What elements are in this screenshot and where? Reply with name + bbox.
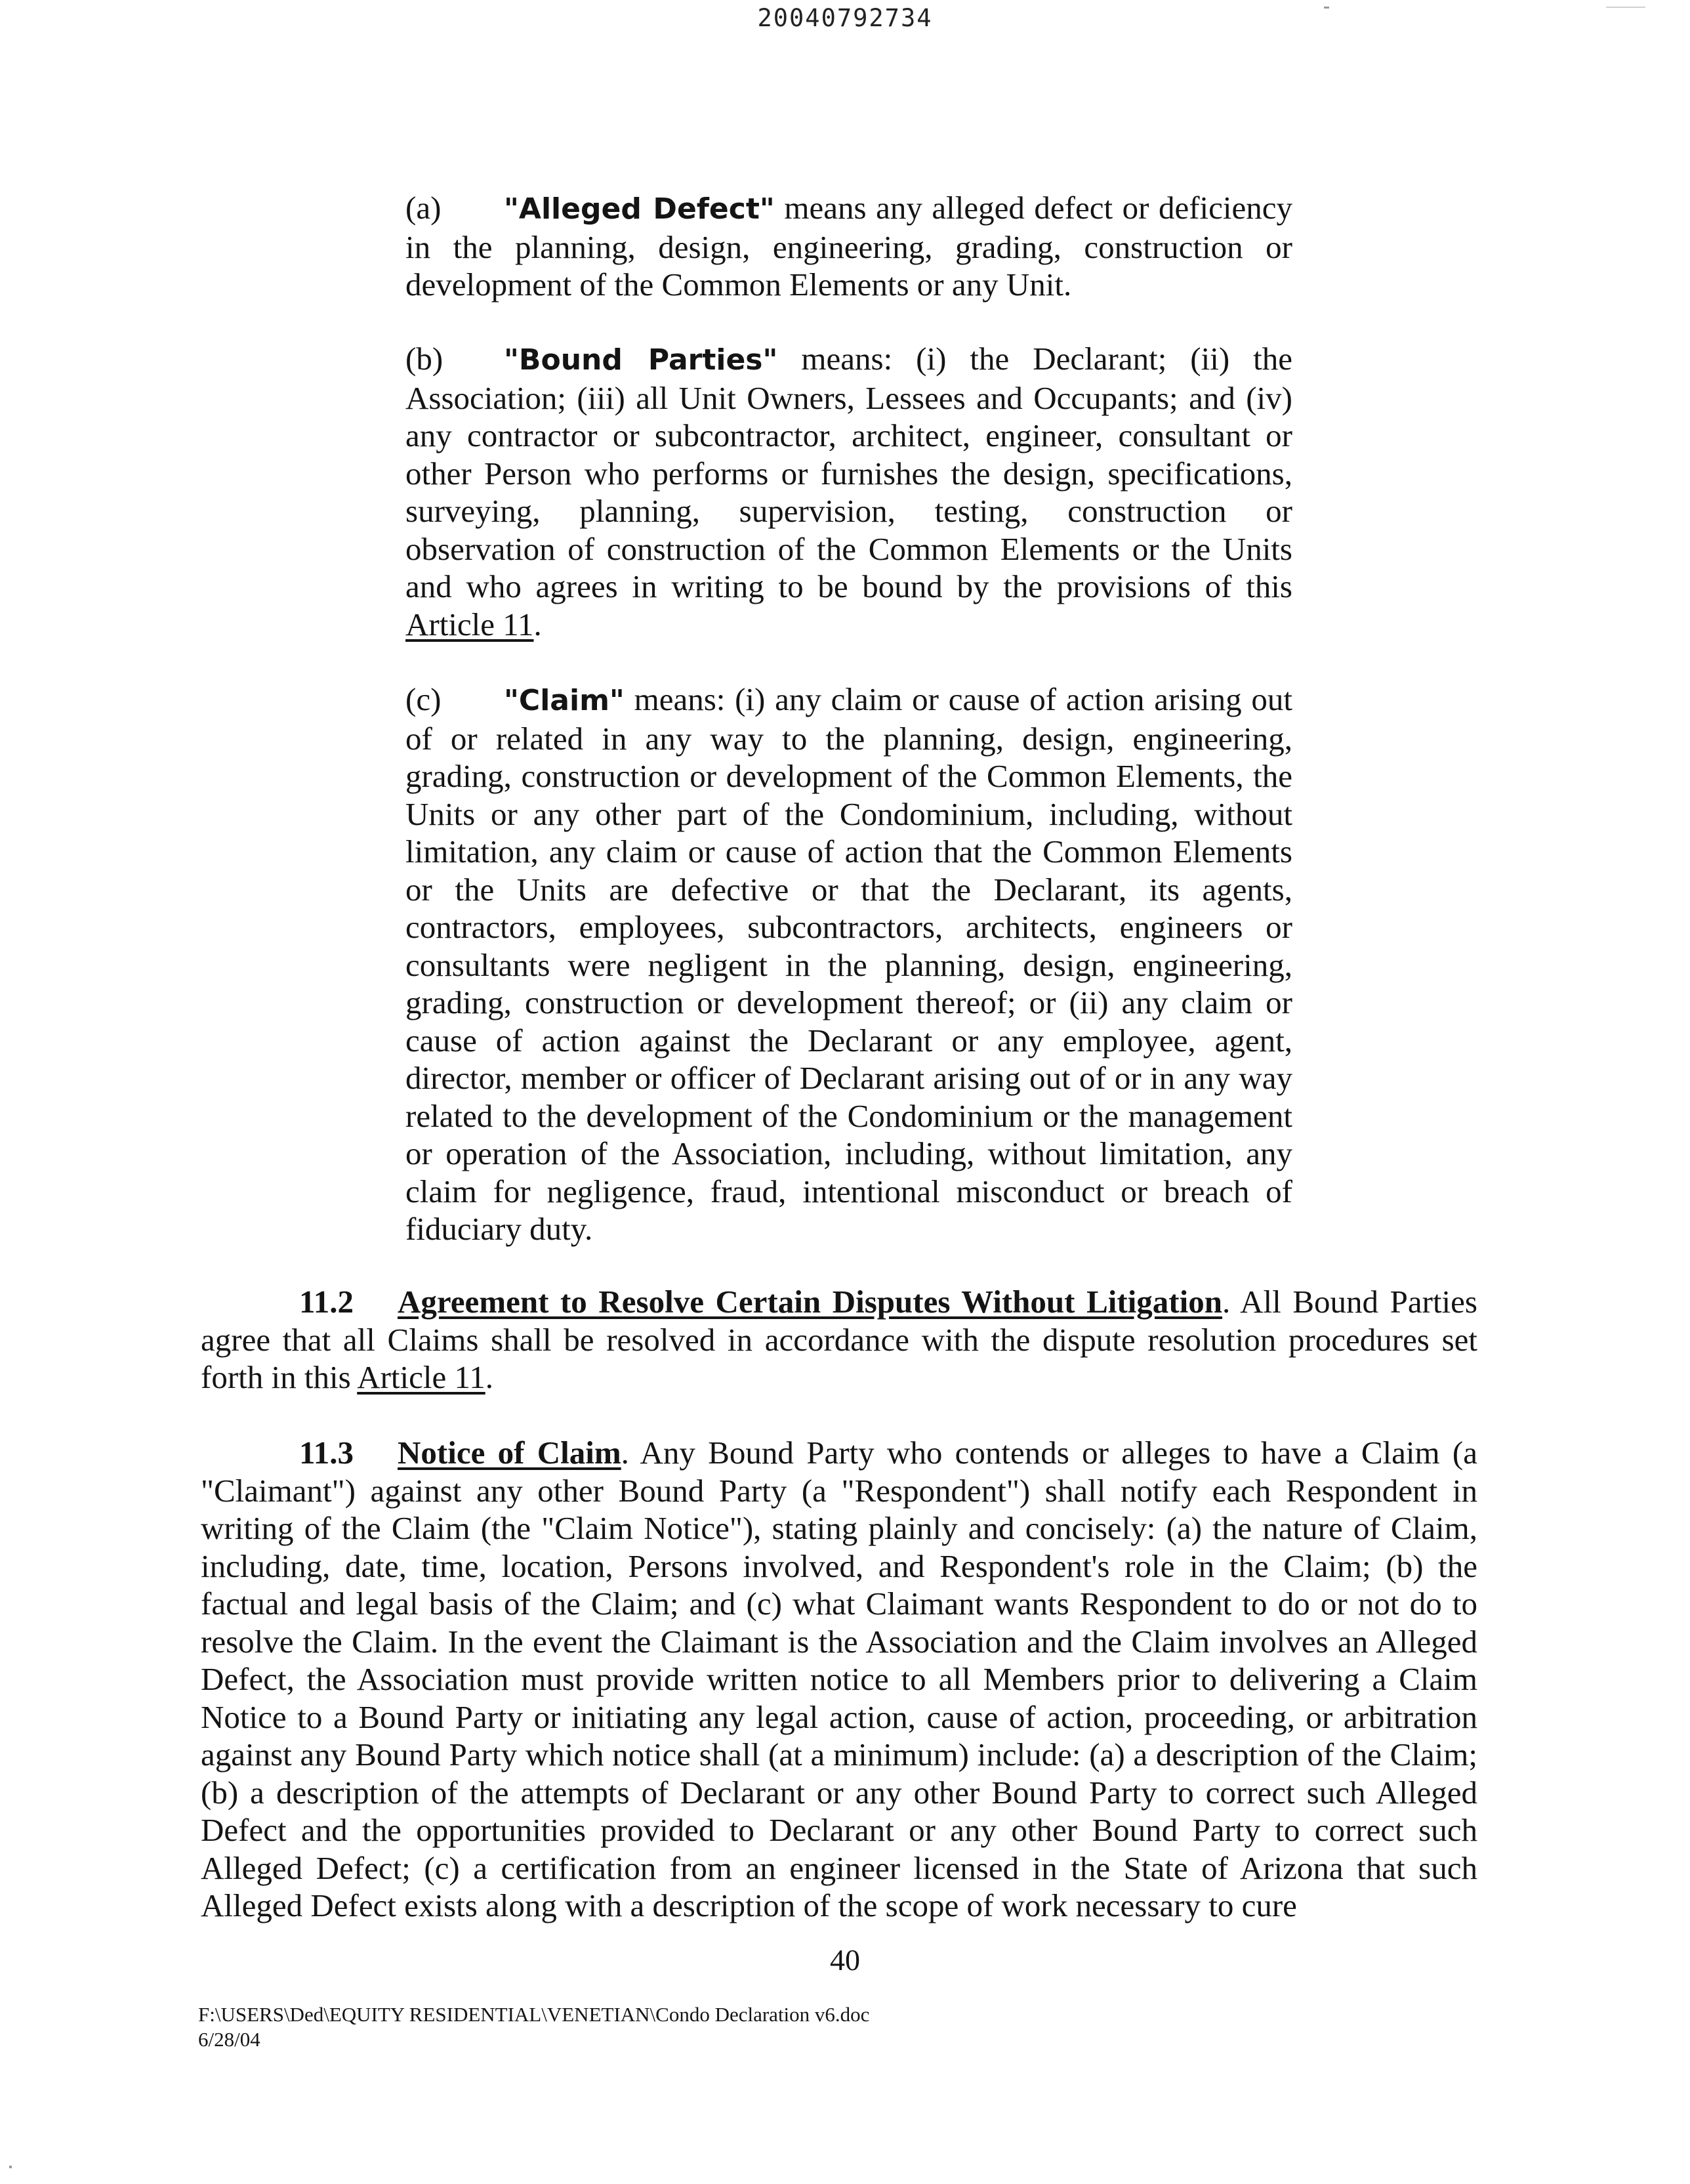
definition-claim bbox=[405, 681, 1292, 1248]
scan-speck bbox=[1606, 7, 1645, 8]
section-number: 11.2 bbox=[299, 1284, 354, 1320]
section-number: 11.3 bbox=[299, 1435, 354, 1471]
article-cross-reference: Article 11 bbox=[357, 1359, 485, 1395]
definition-label: (c) bbox=[405, 681, 442, 717]
document-number: 20040792734 bbox=[757, 4, 933, 32]
section-heading: Agreement to Resolve Certain Disputes Without Litigation bbox=[398, 1284, 1222, 1320]
definition-text: means any alleged defect or deficiency in the planning, design, engineering, grading, construction or development of the Common Elements or any Unit. bbox=[405, 190, 1293, 303]
section-tail: . bbox=[485, 1359, 493, 1395]
section-text: . Any Bound Party who contends or alleges to have a Claim (a "Claimant") against any other Bound Party (a "Respondent") shall notify each Respondent in writing of the Claim (the "Claim Notice"), stating plainly and concisely: (a) the nature of Claim, including, date, time, location, Persons involved, and Respondent's role in the Claim; (b) the factual and legal basis of the Claim; and (c) what Claimant wants Respondent to do or not do to resolve the Claim. In the event the Claimant is the Association and the Claim involves an Alleged Defect, the Association must provide written notice to all Members prior to delivering a Claim Notice to a Bound Party or initiating any legal action, cause of action, proceeding, or arbitration against any Bound Party which notice shall (at a minimum) include: (a) a description of the Claim; (b) a description of the attempts of Declarant or any other Bound Party to correct such Alleged Defect and the opportunities provided to Declarant or any other Bound Party to correct such Alleged Defect; (c) a certification from an engineer licensed in the State of Arizona that such Alleged Defect exists along with a description of the scope of work necessary to cure bbox=[201, 1435, 1477, 1923]
definition-label: (b) bbox=[405, 341, 443, 377]
scan-speck bbox=[9, 2166, 12, 2168]
scan-speck bbox=[1324, 7, 1329, 9]
definition-label: (a) bbox=[405, 190, 442, 226]
footer-file-path: F:\USERS\Ded\EQUITY RESIDENTIAL\VENETIAN\Condo Declaration v6.doc bbox=[198, 2003, 870, 2026]
footer-date: 6/28/04 bbox=[198, 2028, 260, 2051]
defined-term: "Bound Parties" bbox=[504, 343, 778, 377]
section-text: . All Bound Parties agree that all Claims shall be resolved in accordance with the dispute resolution procedures set forth in this bbox=[201, 1284, 1477, 1395]
article-cross-reference: Article 11 bbox=[405, 606, 534, 642]
section-11-3 bbox=[201, 1434, 1477, 1925]
definition-text: means: (i) any claim or cause of action arising out of or related in any way to the planning, design, engineering, grading, construction or development of the Common Elements, the Units or any other part of the Condominium, including, without limitation, any claim or cause of action that the Common Elements or the Units are defective or that the Declarant, its agents, contractors, employees, subcontractors, architects, engineers or consultants were negligent in the planning, design, engineering, grading, construction or development thereof; or (ii) any claim or cause of action against the Declarant or any employee, agent, director, member or officer of Declarant arising out of or in any way related to the development of the Condominium or the management or operation of the Association, including, without limitation, any claim for negligence, fraud, intentional misconduct or breach of fiduciary duty. bbox=[405, 681, 1292, 1247]
page-number: 40 bbox=[830, 1943, 860, 1977]
defined-term: "Claim" bbox=[504, 684, 625, 717]
section-11-2 bbox=[201, 1283, 1477, 1396]
definition-tail: . bbox=[533, 606, 542, 642]
definition-bound-parties bbox=[405, 340, 1292, 643]
definition-text: means: (i) the Declarant; (ii) the Association; (iii) all Unit Owners, Lessees and Occupants; and (iv) any contractor or subcontractor, architect, engineer, consultant or other Person who performs or furnishes the design, specifications, surveying, planning, supervision, testing, construction or observation of construction of the Common Elements or the Units and who agrees in writing to be bound by the provisions of this bbox=[405, 341, 1292, 604]
section-heading: Notice of Claim bbox=[398, 1435, 621, 1471]
defined-term: "Alleged Defect" bbox=[504, 192, 775, 226]
definition-alleged-defect bbox=[405, 189, 1292, 304]
